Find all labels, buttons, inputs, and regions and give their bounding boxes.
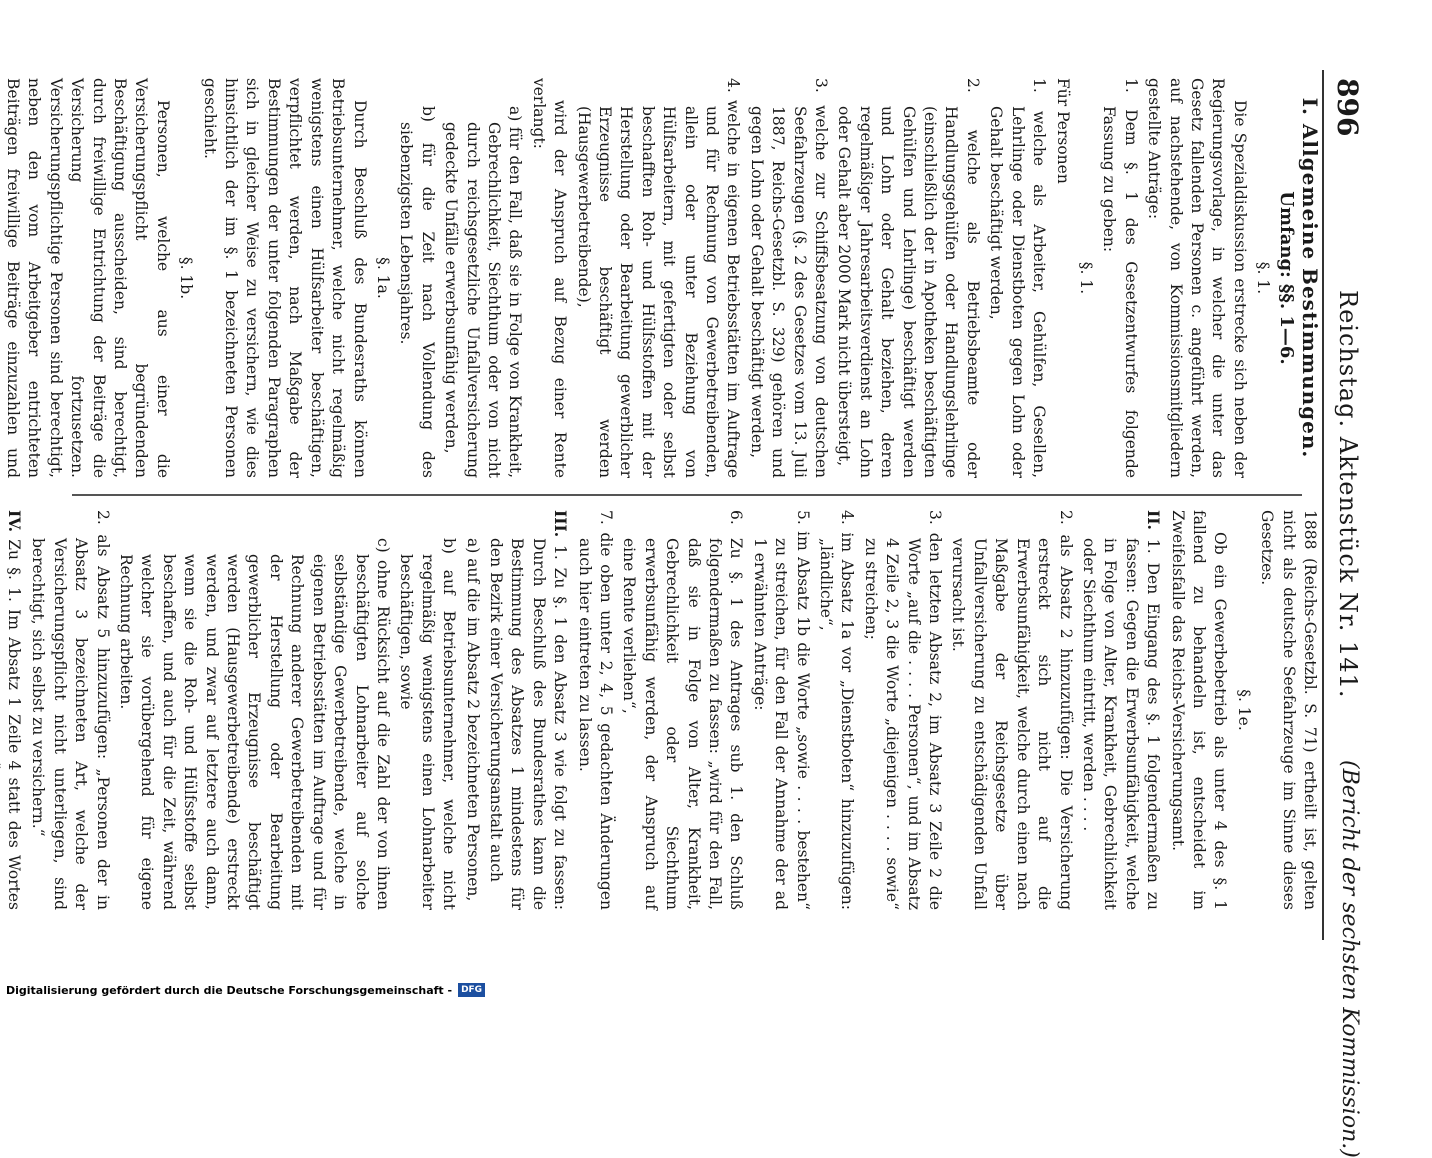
section-roman: I.	[1298, 97, 1322, 116]
list-item: 3. den letzten Absatz 2, im Absatz 3 Zeile 2 die Worte „auf die . . . . Personen“, und im Absatz 4 Zeile 2, 3 die Worte „diejenigen . . . . sowie“ zu streichen;	[861, 510, 945, 910]
list-item: 6. Zu §. 1 des Antrages sub 1. den Schluß folgendermaßen zu fassen: „wird für den Fall, daß sie in Folge von Alter, Krankheit, Gebrechlichkeit oder Siechthum erwerbsunfähig werden, der Anspruch auf eine Rente verliehen“,	[620, 510, 746, 910]
list-item: c) ohne Rücksicht auf die Zahl der von ihnen beschäftigten Lohnarbeiter auf solche selbständige Gewerbetreibende, welche in eigenen Betriebsstätten im Auftrage und für Rechnung anderer Gewerbetreibenden mit der Herstellung oder Bearbeitung gewerblicher Erzeugnisse beschäftigt werden (Hausgewerbetreibende) erstreckt werden, und zwar auf letztere auch dann, wenn sie die Roh- und Hülfsstoffe selbst beschaffen, und auch für die Zeit, während welcher sie vorübergehend für eigene Rechnung arbeiten.	[117, 538, 392, 910]
header-rule	[1322, 70, 1324, 940]
section-text: Zu §. 1. Im Absatz 1 Zeile 4 statt des Wortes	[5, 539, 24, 910]
paragraph-heading: §. 1a.	[373, 257, 392, 299]
list-item: 4. im Absatz 1a vor „Dienstboten“ hinzuzufügen: „ländliche“,	[817, 510, 857, 910]
paragraph-heading: §. 1.	[1254, 261, 1273, 295]
roman-numeral: III.	[551, 510, 571, 538]
paragraph-heading: §. 1e.	[1234, 689, 1253, 731]
list-item: wird der Anspruch auf Bezug einer Rente verlangt:	[529, 78, 570, 478]
list-item: 3. welche zur Schiffsbesatzung von deutschen Seefahrzeugen (§. 2 des Gesetzes vom 13. Juli 1887, Reichs-Gesetzbl. S. 329) gehören und gegen Lohn oder Gehalt beschäftigt werden,	[747, 78, 831, 478]
page-subtitle: (Bericht der sechsten Kommission.)	[1337, 760, 1362, 1158]
paragraph-heading: §. 1.	[1076, 261, 1095, 295]
roman-numeral: IV.	[5, 510, 25, 532]
paragraph-text: Ob ein Gewerbebetrieb als unter 4 des §. 1 fallend zu behandeln ist, entscheidet im Zweifelsfalle das Reichs-Versicherungsamt.	[1168, 510, 1230, 910]
paragraph-text: Personen, welche aus einer die Versicherungspflicht begründenden Beschäftigung ausscheiden, sind berechtigt, durch freiwillige Entrichtung der Beiträge die Versicherung fortzusetzen. Versicherungspflichtige Personen sind berechtigt, neben den vom Arbeitgeber entrichteten Beiträgen freiwillige Beiträge einzuzahlen und	[4, 78, 172, 478]
roman-section	[0, 510, 25, 910]
dfg-logo: DFG	[458, 983, 485, 997]
credit-text: Digitalisierung gefördert durch die Deutsche Forschungsgemeinschaft -	[6, 983, 453, 997]
paragraph-text: Durch Beschluß des Bundesraths können Betriebsunternehmer, welche nicht regelmäßig wenigstens einen Hülfsarbeiter beschäftigen, verpflichtet werden, nach Maßgabe der Bestimmungen der unter folgenden Paragraphen sich in gleicher Weise zu versichern, wie dies hinsichtlich der im §. 1 bezeichneten Personen geschieht.	[200, 78, 369, 478]
section-range: Umfang: §§. 1—6.	[1275, 191, 1297, 365]
right-column	[0, 510, 1320, 910]
list-item: 7. die oben unter 2, 4, 5 gedachten Änderungen auch hier eintreten zu lassen.	[575, 510, 615, 910]
list-item: 1. welche als Arbeiter, Gehülfen, Gesellen, Lehrlinge oder Dienstboten gegen Lohn oder Gehalt beschäftigt werden,	[987, 78, 1049, 478]
list-item: a) auf die im Absatz 2 bezeichneten Personen,	[463, 538, 482, 902]
paragraph-heading: §. 1b.	[177, 256, 196, 300]
roman-section	[1078, 510, 1165, 910]
list-item: b) auf Betriebsunternehmer, welche nicht regelmäßig wenigstens einen Lohnarbeiter beschäftigen, sowie	[397, 538, 459, 910]
paragraph-text: 1888 (Reichs-Gesetzbl. S. 71) ertheilt ist, gelten nicht als deutsche Seefahrzeuge im Sinne dieses Gesetzes.	[1258, 510, 1319, 910]
paragraph-text: Die Spezialdiskussion erstrecke sich neben der Regierungsvorlage, in welcher die unter das Gesetz fallenden Personen c. angeführt werden, auf nachstehende, von Kommissionsmitgliedern gestellte Anträge:	[1145, 78, 1249, 478]
section-title: Allgemeine Bestimmungen.	[1298, 123, 1322, 459]
list-item: 5. im Absatz 1b die Worte „sowie . . . . bestehen“ zu streichen, für den Fall der Annahme der ad 1 erwähnten Anträge:	[750, 510, 812, 910]
roman-section	[485, 510, 572, 910]
digitization-credit	[0, 980, 1432, 1000]
page-title: Reichstag. Aktenstück Nr. 141.	[1334, 290, 1362, 699]
amendment-intro: 1. Dem §. 1 des Gesetzentwurfes folgende Fassung zu geben:	[1100, 78, 1140, 478]
left-column	[0, 78, 1320, 478]
list-item: 1. Zu §. 1 den Absatz 3 wie folgt zu fassen: Durch Beschluß des Bundesrathes kann die Bestimmung des Absatzes 1 mindestens für den Bezirk einer Versicherungsanstalt auch	[486, 538, 570, 911]
list-item: 1. Den Eingang des §. 1 folgendermaßen zu fassen: Gegen die Erwerbsunfähigkeit, welche in Folge von Alter, Krankheit, Gebrechlichkeit oder Siechthum eintritt, werden . . . .	[1079, 538, 1163, 910]
roman-numeral: II.	[1144, 510, 1164, 530]
list-lead: Für Personen	[1053, 78, 1072, 184]
page-number: 896	[1331, 78, 1364, 137]
list-item: a) für den Fall, daß sie in Folge von Krankheit, Gebrechlichkeit, Siechthum oder von nicht durch reichsgesetzliche Unfallversicherung gedeckte Unfälle erwerbsunfähig werden,	[442, 106, 525, 478]
list-item: 2. als Absatz 2 hinzuzufügen: Die Versicherung erstreckt sich nicht auf die Erwerbsunfähigkeit, welche durch einen nach Maßgabe der Reichsgesetze über Unfallversicherung zu entschädigenden Unfall verursacht ist.	[949, 510, 1075, 910]
list-item: 2. als Absatz 5 hinzuzufügen: „Personen der in Absatz 3 bezeichneten Art, welche der Versicherungspflicht nicht unterliegen, sind berechtigt, sich selbst zu versichern.“	[29, 510, 112, 910]
section-heading	[1299, 78, 1320, 478]
list-item: b) für die Zeit nach Vollendung des siebenzigsten Lebensjahres.	[397, 106, 437, 478]
column-divider	[72, 494, 1302, 496]
list-item: 2. welche als Betriebsbeamte oder Handlungsgehülfen oder Handlungslehrlinge (einschließlich der in Apotheken beschäftigten Gehülfen und Lehrlinge) beschäftigt werden und Lohn oder Gehalt beziehen, deren regelmäßiger Jahresarbeitsverdienst an Lohn oder Gehalt aber 2000 Mark nicht übersteigt,	[835, 78, 982, 478]
list-item: 4. welche in eigenen Betriebsstätten im Auftrage und für Rechnung von Gewerbetreibenden, allein oder unter Beziehung von Hülfsarbeitern, mit gefertigten oder selbst beschafften Roh- und Hülfsstoffen mit der Herstellung oder Bearbeitung gewerblicher Erzeugnisse beschäftigt werden (Hausgewerbetreibende),	[574, 78, 743, 478]
